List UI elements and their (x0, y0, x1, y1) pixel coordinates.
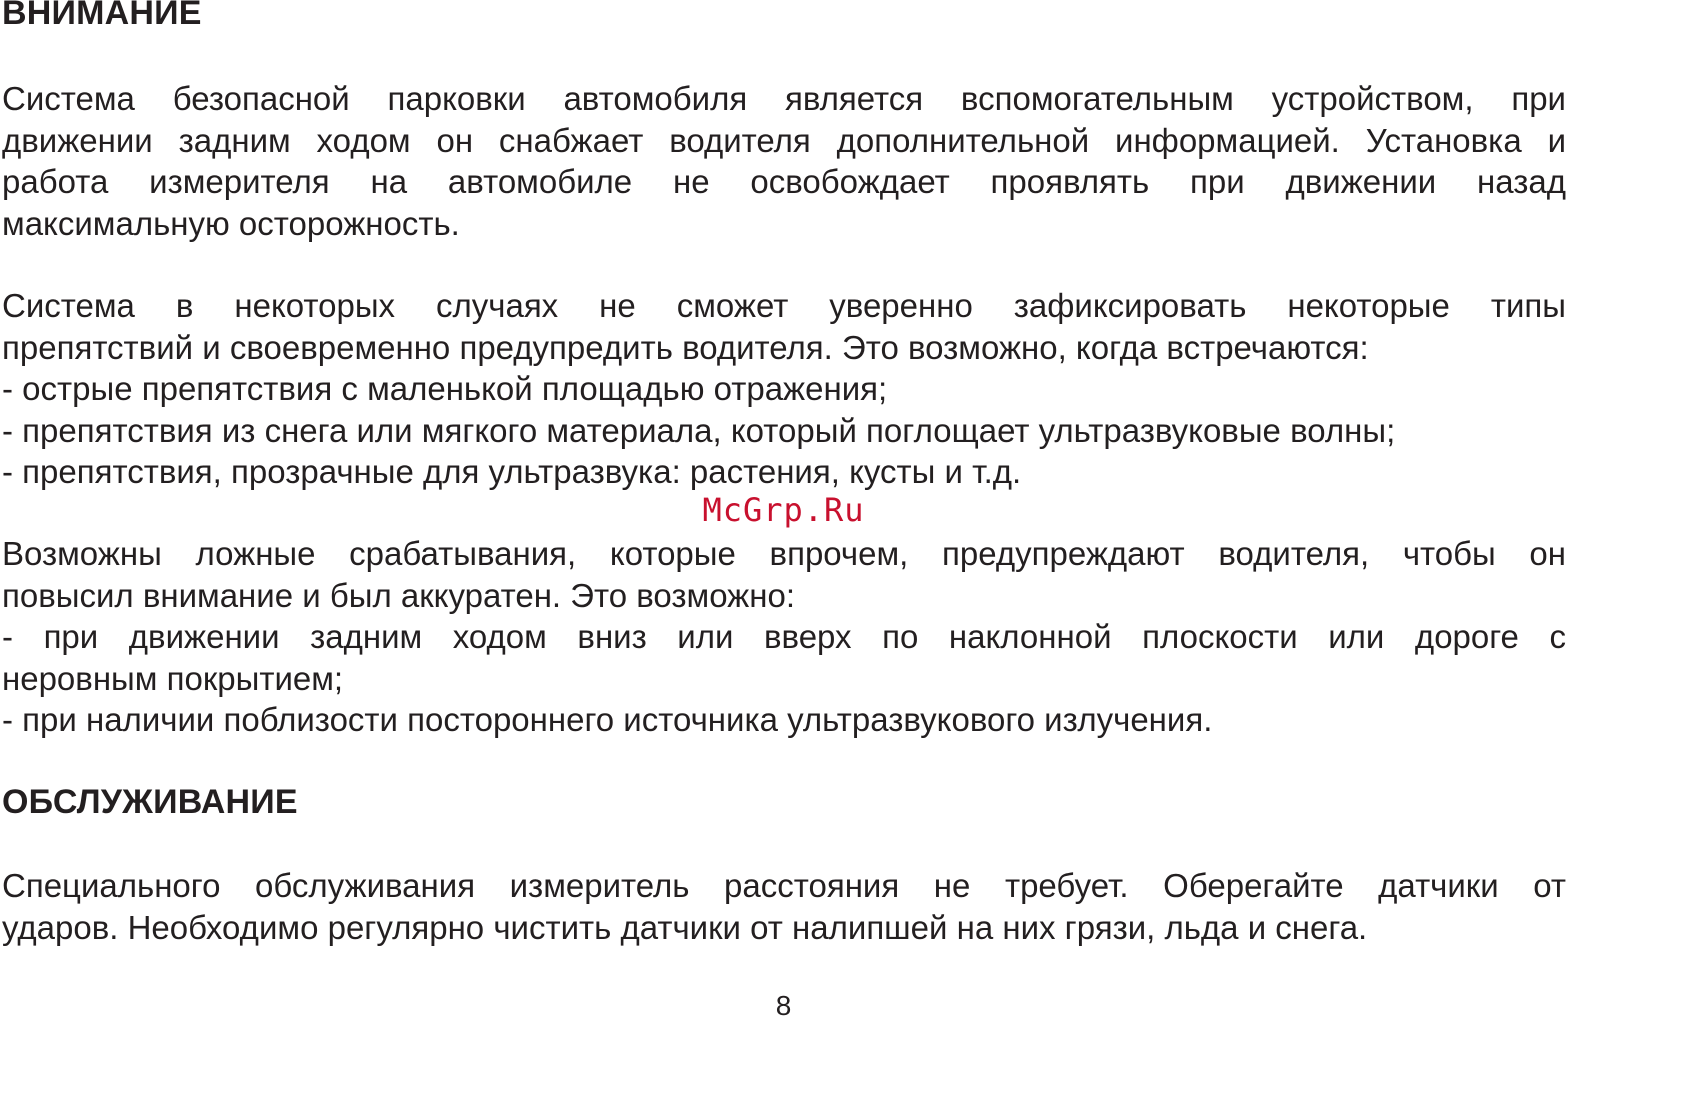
paragraph-parking-system (2, 78, 1566, 244)
text-line: Система безопасной парковки автомобиля является вспомогательным устройством, при (2, 80, 1566, 117)
text-line: препятствий и своевременно предупредить водителя. Это возможно, когда встречаются: (2, 328, 1369, 366)
heading-maintenance: ОБСЛУЖИВАНИЕ (2, 783, 298, 821)
text-line: движении задним ходом он снабжает водителя дополнительной информацией. Установка и (2, 121, 1566, 159)
list-item: - при движении задним ходом вниз или вверх по наклонной плоскости или дороге с (2, 618, 1566, 655)
text-line: Возможны ложные срабатывания, которые впрочем, предупреждают водителя, чтобы он (2, 535, 1566, 572)
list-item: - препятствия, прозрачные для ультразвука: растения, кусты и т.д. (2, 453, 1022, 490)
paragraph-maintenance (2, 865, 1566, 948)
heading-attention: ВНИМАНИЕ (2, 0, 202, 32)
page-number: 8 (775, 990, 792, 1021)
text-line: максимальную осторожность. (2, 204, 460, 242)
text-line: работа измерителя на автомобиле не освобождает проявлять при движении назад (2, 163, 1566, 200)
text-line: неровным покрытием; (2, 659, 344, 697)
watermark: McGrp.Ru (702, 491, 865, 529)
text-line: Система в некоторых случаях не сможет уверенно зафиксировать некоторые типы (2, 287, 1566, 324)
list-item: - при наличии поблизости постороннего источника ультразвукового излучения. (2, 701, 1213, 738)
paragraph-false-alarms (2, 533, 1566, 741)
list-item: - острые препятствия с маленькой площадью отражения; (2, 370, 888, 407)
text-line: ударов. Необходимо регулярно чистить датчики от налипшей на них грязи, льда и снега. (2, 908, 1368, 946)
text-line: Специального обслуживания измеритель расстояния не требует. Оберегайте датчики от (2, 867, 1566, 904)
paragraph-obstacle-types (2, 285, 1566, 493)
text-line: повысил внимание и был аккуратен. Это возможно: (2, 576, 795, 614)
list-item: - препятствия из снега или мягкого материала, который поглощает ультразвуковые волны; (2, 411, 1396, 449)
